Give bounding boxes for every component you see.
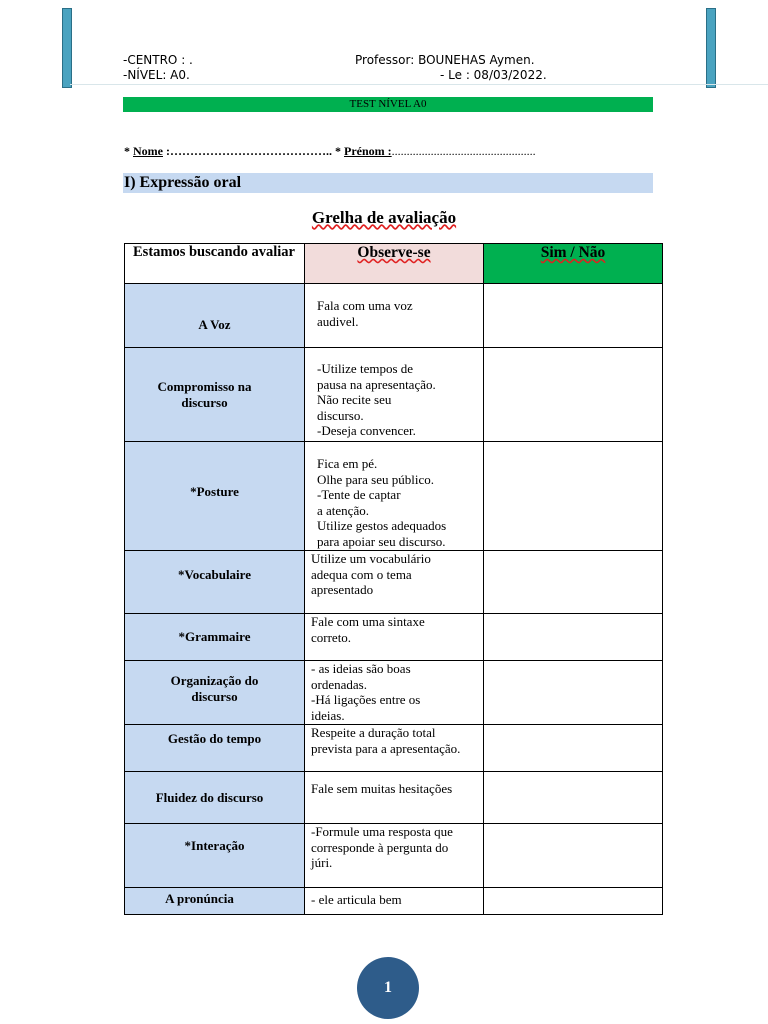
- criterion-cell: [125, 348, 305, 442]
- test-level-banner: TEST NÍVEL A0: [123, 97, 653, 112]
- table-row: [125, 284, 663, 348]
- observe-text: Fala com uma voz audivel.: [317, 298, 413, 329]
- criterion-label: Organização do discurso: [170, 673, 259, 704]
- table-row: [125, 442, 663, 551]
- observe-cell: [305, 348, 484, 442]
- section-title: I) Expressão oral: [123, 173, 653, 193]
- observe-cell: [305, 888, 484, 915]
- criterion-cell: [125, 772, 305, 824]
- observe-cell: [305, 772, 484, 824]
- criterion-label: A Voz: [198, 316, 231, 332]
- grid-title: Grelha de avaliação: [311, 208, 457, 227]
- observe-cell: [305, 614, 484, 661]
- sim-nao-answer-cell[interactable]: [484, 614, 663, 661]
- criterion-label: Gestão do tempo: [167, 731, 262, 746]
- criterion-cell: [125, 725, 305, 772]
- table-row: [125, 348, 663, 442]
- sim-nao-answer-cell[interactable]: [484, 348, 663, 442]
- criterion-label: *Grammaire: [178, 629, 251, 645]
- observe-cell: [305, 661, 484, 725]
- observe-text: Respeite a duração total prevista para a apresentação.: [311, 725, 461, 756]
- sim-nao-answer-cell[interactable]: [484, 888, 663, 915]
- observe-text: Fale com uma sintaxe correto.: [311, 614, 425, 645]
- criterion-label: Compromisso na discurso: [157, 379, 252, 410]
- header-date: - Le : 08/03/2022.: [440, 68, 547, 82]
- table-row: [125, 888, 663, 915]
- table-row: [125, 772, 663, 824]
- criterion-cell: [125, 284, 305, 348]
- sim-nao-answer-cell[interactable]: [484, 824, 663, 888]
- evaluation-table: [124, 243, 663, 915]
- prenom-label: Prénom :: [344, 144, 392, 158]
- sim-nao-answer-cell[interactable]: [484, 551, 663, 614]
- table-row: [125, 551, 663, 614]
- criterion-label: *Vocabulaire: [178, 567, 251, 583]
- observe-text: Utilize um vocabulário adequa com o tema apresentado: [311, 551, 431, 597]
- criterion-label: *Posture: [190, 484, 239, 500]
- table-row: [125, 661, 663, 725]
- observe-text: - ele articula bem: [311, 892, 402, 907]
- header-nivel: -NÍVEL: A0.: [123, 68, 190, 82]
- sim-nao-answer-cell[interactable]: [484, 725, 663, 772]
- observe-cell: [305, 442, 484, 551]
- criterion-label: *Interação: [184, 838, 245, 853]
- page-number-badge: 1: [357, 957, 419, 1019]
- header-sim-nao: Sim / Não: [484, 244, 663, 284]
- sim-nao-answer-cell[interactable]: [484, 661, 663, 725]
- observe-text: Fale sem muitas hesitações: [311, 781, 453, 796]
- header-criterion: Estamos buscando avaliar: [125, 244, 305, 284]
- observe-cell: [305, 551, 484, 614]
- header-centro: -CENTRO : .: [123, 53, 193, 67]
- right-margin-bar: [706, 8, 716, 88]
- observe-cell: [305, 725, 484, 772]
- left-margin-bar: [62, 8, 72, 88]
- criterion-cell: [125, 888, 305, 915]
- observe-text: Fica em pé. Olhe para seu público. -Tente de captar a atenção. Utilize gestos adequados para apoiar seu discurso.: [317, 456, 447, 549]
- observe-text: -Utilize tempos de pausa na apresentação. Não recite seu discurso. -Deseja convencer.: [317, 361, 436, 438]
- criterion-cell: [125, 661, 305, 725]
- observe-cell: [305, 824, 484, 888]
- header-observe: Observe-se: [305, 244, 484, 284]
- header-rule: [70, 84, 768, 85]
- criterion-cell: [125, 551, 305, 614]
- observe-cell: [305, 284, 484, 348]
- sim-nao-answer-cell[interactable]: [484, 442, 663, 551]
- table-row: [125, 725, 663, 772]
- table-row: [125, 824, 663, 888]
- nome-prefix: *: [124, 144, 133, 158]
- observe-text: -Formule uma resposta que corresponde à pergunta do júri.: [311, 824, 453, 870]
- prenom-dots: ................................................: [391, 144, 536, 158]
- table-header-row: [125, 244, 663, 284]
- criterion-label: Fluidez do discurso: [155, 789, 264, 805]
- criterion-cell: [125, 614, 305, 661]
- table-row: [125, 614, 663, 661]
- nome-dots: :………………………………….. *: [163, 144, 344, 158]
- sim-nao-answer-cell[interactable]: [484, 284, 663, 348]
- criterion-cell: [125, 442, 305, 551]
- criterion-label: A pronúncia: [165, 891, 234, 906]
- nome-label: Nome: [133, 144, 163, 158]
- name-line: [124, 144, 536, 159]
- sim-nao-answer-cell[interactable]: [484, 772, 663, 824]
- observe-text: - as ideias são boas ordenadas. -Há ligações entre os ideias.: [311, 661, 421, 723]
- criterion-cell: [125, 824, 305, 888]
- header-professor: Professor: BOUNEHAS Aymen.: [355, 53, 535, 67]
